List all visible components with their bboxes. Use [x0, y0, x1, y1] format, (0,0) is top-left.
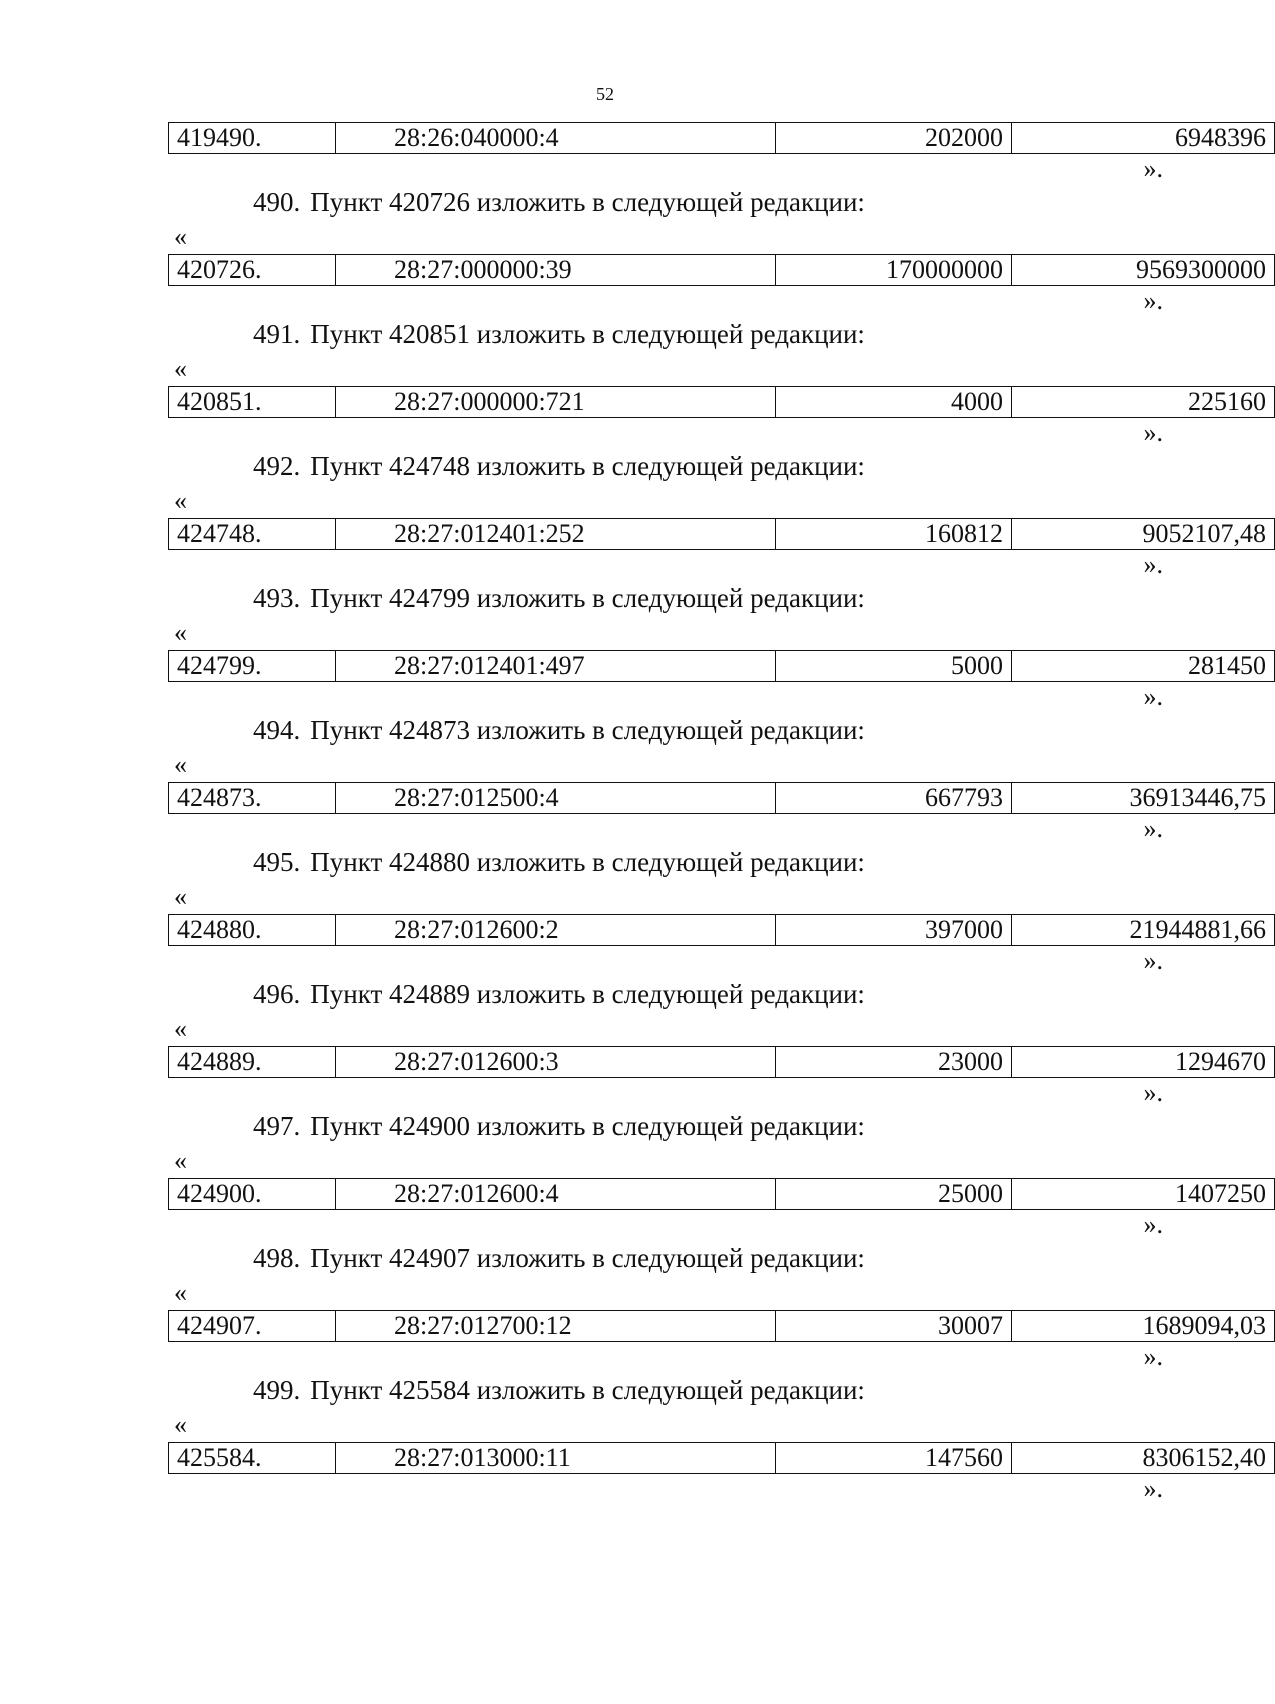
amendment-text: Пункт 424880 изложить в следующей редакции: — [310, 847, 865, 877]
amendment-text: Пункт 420726 изложить в следующей редакции: — [310, 187, 865, 217]
cell-cadastral-number: 28:27:012700:12 — [336, 1311, 776, 1342]
cell-cadastral-number: 28:27:012500:4 — [336, 783, 776, 814]
closing-quote: ». — [1143, 814, 1163, 843]
amendment-heading — [168, 844, 1175, 880]
closing-quote: ». — [1143, 1474, 1163, 1503]
table-row — [169, 783, 1275, 814]
table-row — [169, 915, 1275, 946]
amendment-text: Пункт 424907 изложить в следующей редакции: — [310, 1243, 865, 1273]
cell-value: 9569300000 — [1012, 255, 1275, 286]
cell-item-number: 424748. — [169, 519, 336, 550]
amendment-item — [168, 1372, 1266, 1504]
amendment-table — [168, 650, 1275, 682]
cell-cadastral-number: 28:27:012600:2 — [336, 915, 776, 946]
amendment-number: 498. — [253, 1243, 301, 1273]
cell-item-number: 424889. — [169, 1047, 336, 1078]
amendment-table — [168, 1310, 1275, 1342]
cell-cadastral-number: 28:27:012401:497 — [336, 651, 776, 682]
amendment-text: Пункт 424900 изложить в следующей редакции: — [310, 1111, 865, 1141]
amendment-table — [168, 518, 1275, 550]
amendment-heading — [168, 976, 1175, 1012]
table-row — [169, 651, 1275, 682]
amendment-text: Пункт 420851 изложить в следующей редакции: — [310, 319, 865, 349]
opening-quote: « — [174, 1014, 187, 1043]
table-row — [169, 1047, 1275, 1078]
cell-value: 225160 — [1012, 387, 1275, 418]
cell-area: 4000 — [776, 387, 1012, 418]
cell-item-number: 424799. — [169, 651, 336, 682]
closing-quote: ». — [1143, 946, 1163, 975]
cell-item-number: 420851. — [169, 387, 336, 418]
amendment-text: Пункт 424873 изложить в следующей редакции: — [310, 715, 865, 745]
amendment-heading — [168, 580, 1175, 616]
cell-value: 1407250 — [1012, 1179, 1275, 1210]
page-number: 52 — [596, 84, 614, 104]
cell-value: 36913446,75 — [1012, 783, 1275, 814]
amendment-text: Пункт 424799 изложить в следующей редакции: — [310, 583, 865, 613]
closing-quote: ». — [1143, 418, 1163, 447]
amendment-text: Пункт 424748 изложить в следующей редакции: — [310, 451, 865, 481]
amendment-item — [168, 1240, 1266, 1372]
cell-value: 8306152,40 — [1012, 1443, 1275, 1474]
amendment-item — [168, 316, 1266, 448]
amendment-item — [168, 580, 1266, 712]
table-row — [169, 1311, 1275, 1342]
opening-quote: « — [174, 354, 187, 383]
amendment-table — [168, 1046, 1275, 1078]
amendment-text: Пункт 425584 изложить в следующей редакции: — [310, 1375, 865, 1405]
amendment-table — [168, 1178, 1275, 1210]
cell-value: 1294670 — [1012, 1047, 1275, 1078]
cell-area: 147560 — [776, 1443, 1012, 1474]
amendment-table — [168, 254, 1275, 286]
opening-quote: « — [174, 1278, 187, 1307]
amendment-table — [168, 386, 1275, 418]
cell-cadastral-number: 28:27:000000:39 — [336, 255, 776, 286]
cell-area: 667793 — [776, 783, 1012, 814]
closing-quote: ». — [1143, 286, 1163, 315]
items-list — [168, 184, 1266, 1504]
cell-value: 1689094,03 — [1012, 1311, 1275, 1342]
closing-quote: ». — [1143, 1210, 1163, 1239]
cell-item-number: 424880. — [169, 915, 336, 946]
amendment-number: 490. — [253, 187, 301, 217]
opening-quote: « — [174, 1146, 187, 1175]
cell-item-number: 424873. — [169, 783, 336, 814]
amendment-number: 493. — [253, 583, 301, 613]
amendment-item — [168, 844, 1266, 976]
amendment-number: 494. — [253, 715, 301, 745]
table-row — [169, 519, 1275, 550]
table-row — [169, 123, 1275, 154]
document-body — [168, 122, 1266, 1504]
amendment-heading — [168, 712, 1175, 748]
cell-item-number: 419490. — [169, 123, 336, 154]
amendment-item — [168, 448, 1266, 580]
cell-cadastral-number: 28:27:000000:721 — [336, 387, 776, 418]
cell-value: 6948396 — [1012, 123, 1275, 154]
closing-quote: ». — [1143, 682, 1163, 711]
table-row — [169, 255, 1275, 286]
cell-area: 160812 — [776, 519, 1012, 550]
amendment-text: Пункт 424889 изложить в следующей редакции: — [310, 979, 865, 1009]
cell-item-number: 424900. — [169, 1179, 336, 1210]
amendment-number: 492. — [253, 451, 301, 481]
amendment-number: 491. — [253, 319, 301, 349]
cell-area: 25000 — [776, 1179, 1012, 1210]
cell-item-number: 424907. — [169, 1311, 336, 1342]
amendment-heading — [168, 1372, 1175, 1408]
amendment-heading — [168, 184, 1175, 220]
amendment-heading — [168, 448, 1175, 484]
opening-quote: « — [174, 750, 187, 779]
cell-item-number: 420726. — [169, 255, 336, 286]
cell-cadastral-number: 28:27:012600:3 — [336, 1047, 776, 1078]
cell-cadastral-number: 28:27:013000:11 — [336, 1443, 776, 1474]
closing-quote: ». — [1143, 1078, 1163, 1107]
cell-area: 202000 — [776, 123, 1012, 154]
amendment-heading — [168, 1240, 1175, 1276]
opening-quote: « — [174, 882, 187, 911]
table-row — [169, 387, 1275, 418]
amendment-number: 495. — [253, 847, 301, 877]
amendment-number: 497. — [253, 1111, 301, 1141]
amendment-table — [168, 782, 1275, 814]
cell-value: 281450 — [1012, 651, 1275, 682]
opening-quote: « — [174, 1410, 187, 1439]
cell-cadastral-number: 28:27:012401:252 — [336, 519, 776, 550]
cell-value: 9052107,48 — [1012, 519, 1275, 550]
cell-item-number: 425584. — [169, 1443, 336, 1474]
closing-quote: ». — [1143, 550, 1163, 579]
amendment-item — [168, 1108, 1266, 1240]
opening-quote: « — [174, 486, 187, 515]
cell-cadastral-number: 28:26:040000:4 — [336, 123, 776, 154]
cell-area: 30007 — [776, 1311, 1012, 1342]
cell-cadastral-number: 28:27:012600:4 — [336, 1179, 776, 1210]
amendment-table — [168, 914, 1275, 946]
cell-area: 170000000 — [776, 255, 1012, 286]
amendment-item — [168, 184, 1266, 316]
amendment-table — [168, 1442, 1275, 1474]
amendment-heading — [168, 316, 1175, 352]
closing-quote: ». — [1143, 1342, 1163, 1371]
cell-area: 23000 — [776, 1047, 1012, 1078]
amendment-number: 496. — [253, 979, 301, 1009]
table-row — [169, 1179, 1275, 1210]
opening-quote: « — [174, 618, 187, 647]
table-row — [169, 1443, 1275, 1474]
amendment-heading — [168, 1108, 1175, 1144]
cell-area: 397000 — [776, 915, 1012, 946]
amendment-item — [168, 712, 1266, 844]
closing-quote: ». — [1143, 154, 1163, 183]
opening-quote: « — [174, 222, 187, 251]
cell-area: 5000 — [776, 651, 1012, 682]
amendment-item — [168, 976, 1266, 1108]
cell-value: 21944881,66 — [1012, 915, 1275, 946]
amendment-number: 499. — [253, 1375, 301, 1405]
first-table — [168, 122, 1275, 154]
